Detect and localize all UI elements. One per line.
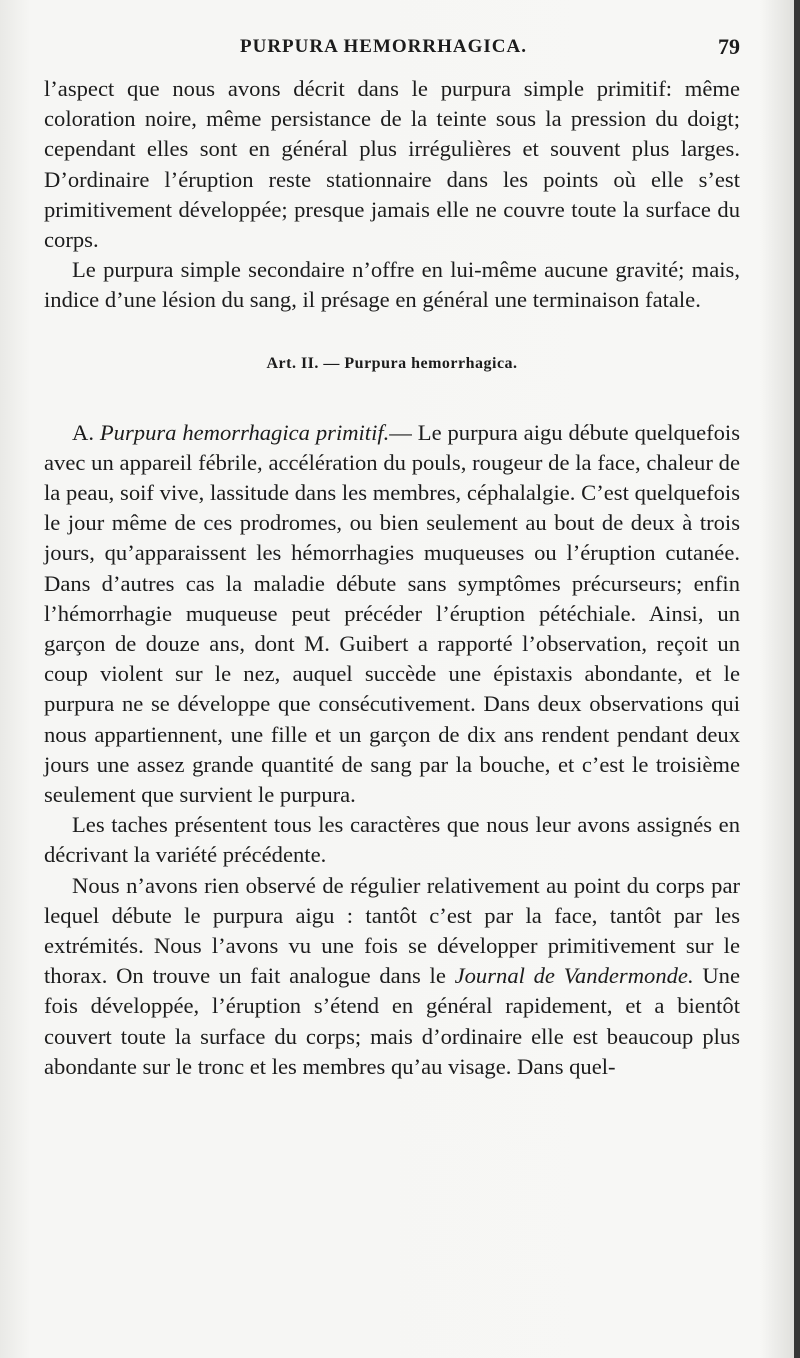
body-text (44, 74, 740, 1082)
running-title: PURPURA HEMORRHAGICA. (240, 36, 527, 57)
paragraph-secondary-purpura: Le purpura simple secondaire n’offre en lui-même aucune gravité; mais, indice d’une lésion du sang, il présage en général une terminaison fatale. (44, 257, 740, 313)
paragraph-continuation: l’aspect que nous avons décrit dans le purpura simple primitif: même coloration noire, même persistance de la teinte sous la pression du doigt; cependant elles sont en général plus irrégulières et souvent plus larges. D’ordinaire l’éruption reste stationnaire dans les points où elle s’est primitivement développée; presque jamais elle ne couvre toute la surface du corps. (44, 76, 740, 253)
paragraph-body-end: Une fois développée, l’éruption s’étend en général rapidement, et a bientôt couvert toute la surface du corps; mais d’ordinaire elle est beaucoup plus abondante sur le tronc et les membres qu’au visage. Dans quel- (44, 963, 740, 1079)
paragraph-italic-title: Purpura hemorrhagica primitif. (99, 419, 390, 445)
paragraph-label: A. (72, 419, 94, 445)
paragraph-body: — Le purpura aigu débute quelquefois avec un appareil fébrile, accélération du pouls, rougeur de la face, chaleur de la peau, soif vive, lassitude dans les membres, céphalalgie. C’est quelquefois le jour même de ces prodromes, ou bien seulement au bout de deux à trois jours, qu’apparaissent les hémorrhagies muqueuses ou l’éruption cutanée. Dans d’autres cas la maladie débute sans symptômes précurseurs; enfin l’hémorrhagie muqueuse peut précéder l’éruption pétéchiale. Ainsi, un garçon de douze ans, dont M. Guibert a rapporté l’observation, reçoit un coup violent sur le nez, auquel succède une épistaxis abondante, et le purpura ne se développe que consécutivement. Dans deux observations qui nous appartiennent, une fille et un garçon de dix ans rendent pendant deux jours une assez grande quantité de sang par la bouche, et c’est le troisième seulement que survient le purpura. (44, 419, 741, 808)
page-edge-shadow (794, 0, 800, 1358)
paragraph-spots: Les taches présentent tous les caractères que nous leur avons assignés en décrivant la variété précédente. (44, 812, 740, 868)
paragraph-primitive-purpura (44, 418, 740, 811)
paragraph-body-start: Nous n’avons rien observé de régulier relativement au point du corps par lequel débute le purpura aigu : tantôt c’est par la face, tantôt par les extrémités. Nous l’avons vu une fois se développer primitivement sur le thorax. On trouve un fait analogue dans le (44, 872, 740, 989)
page-number: 79 (718, 34, 740, 59)
paragraph-onset-location (44, 871, 740, 1082)
section-heading: Art. II. — Purpura hemorrhagica. (266, 354, 518, 372)
page-header (44, 32, 740, 66)
journal-title: Journal de Vandermonde. (454, 963, 694, 989)
